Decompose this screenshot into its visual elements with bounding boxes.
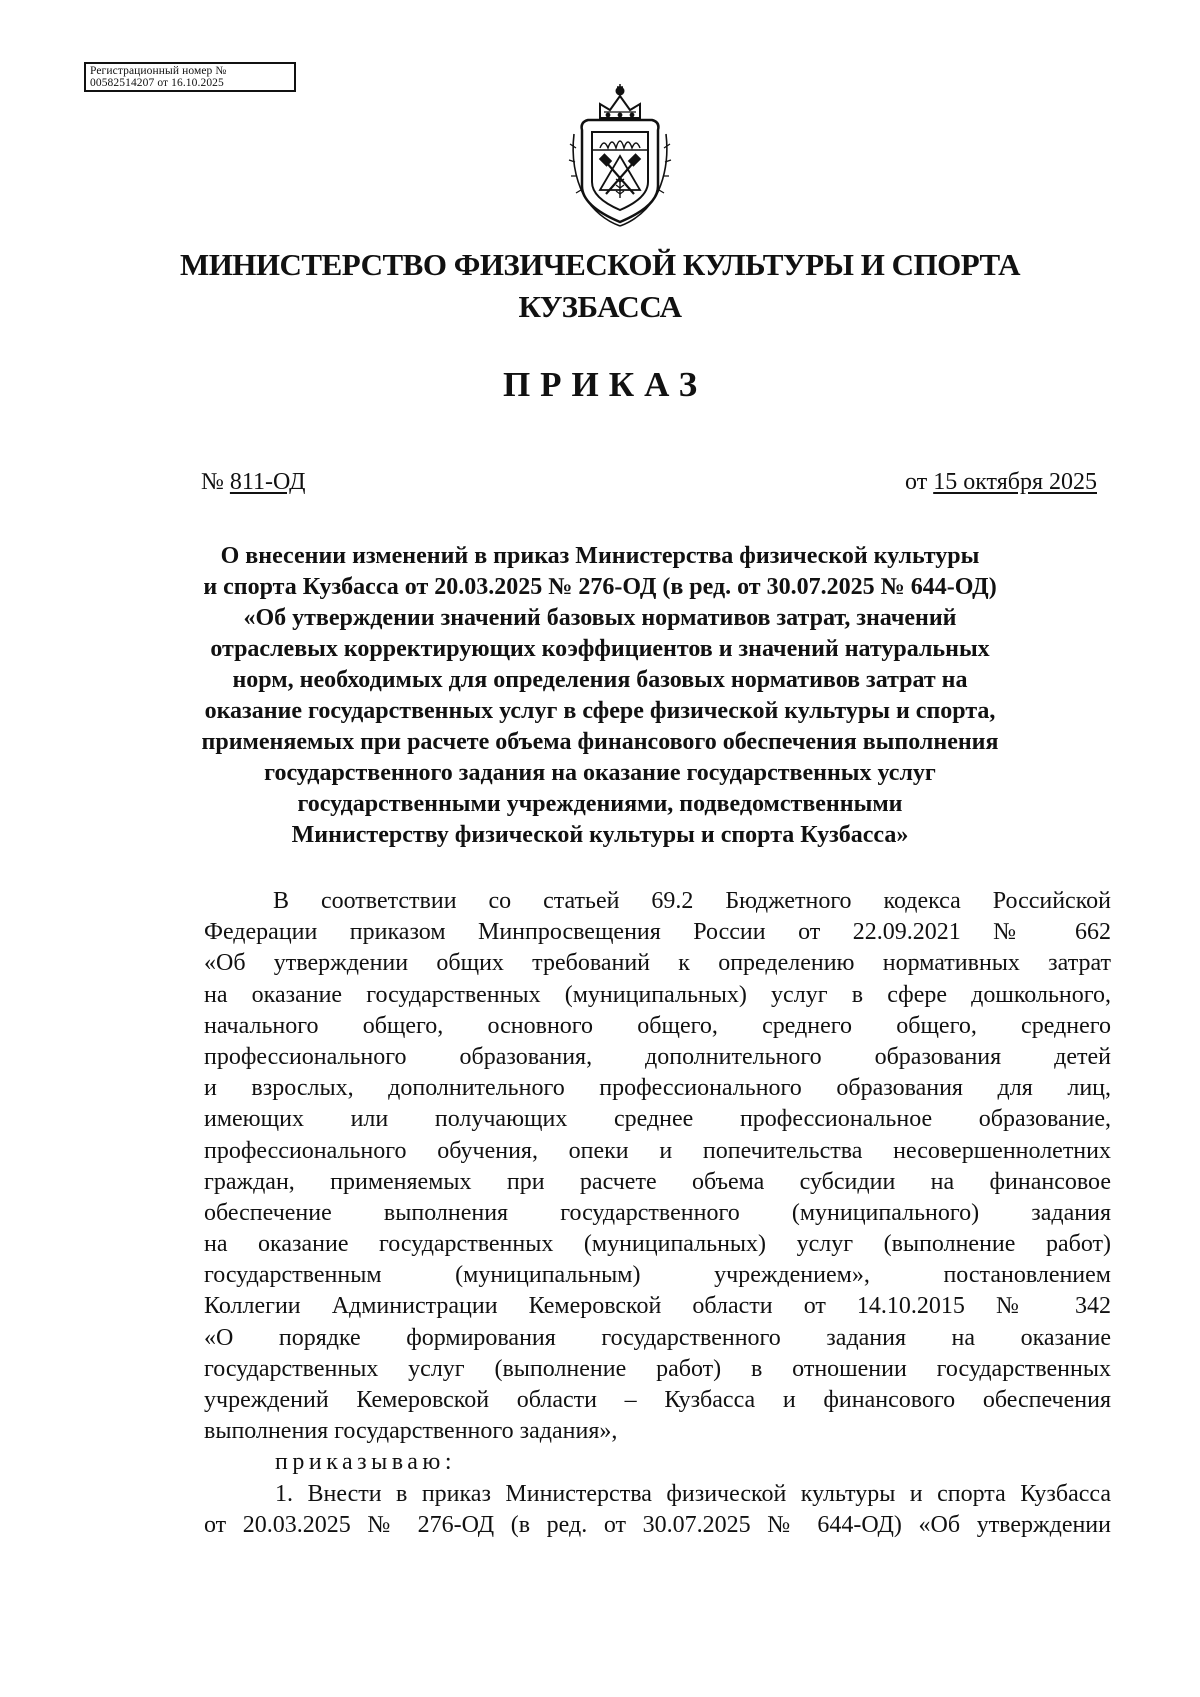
body-line: обеспечение выполнения государственного (муниципального) задания	[204, 1199, 1111, 1226]
body-line: государственным (муниципальным) учреждением», постановлением	[204, 1262, 1111, 1289]
body-line: граждан, применяемых при расчете объема субсидии на финансовое	[204, 1168, 1111, 1195]
title-line: О внесении изменений в приказ Министерства физической культуры	[220, 543, 980, 569]
body-line: Федерации приказом Минпросвещения России от 22.09.2021 № 662	[204, 919, 1111, 946]
order-number	[201, 467, 306, 497]
body-line: профессионального обучения, опеки и попечительства несовершеннолетних	[204, 1137, 1111, 1164]
ministry-name	[120, 244, 1080, 328]
body-line: учреждений Кемеровской области – Кузбасса и финансового обеспечения	[204, 1387, 1111, 1413]
order-directive-word: приказываю:	[275, 1449, 457, 1476]
title-line: Министерству физической культуры и спорта Кузбасса»	[291, 822, 909, 848]
ministry-name-line1: МИНИСТЕРСТВО ФИЗИЧЕСКОЙ КУЛЬТУРЫ И СПОРТА	[179, 247, 1021, 282]
title-line: норм, необходимых для определения базовых нормативов затрат на	[232, 667, 968, 693]
body-line: на оказание государственных (муниципальных) услуг в сфере дошкольного,	[204, 981, 1111, 1008]
body-line: профессионального образования, дополнительного образования детей	[204, 1043, 1111, 1070]
order-number-value: 811-ОД	[229, 469, 306, 495]
title-line: и спорта Кузбасса от 20.03.2025 № 276-ОД (в ред. от 30.07.2025 № 644-ОД)	[203, 574, 997, 600]
title-line: отраслевых корректирующих коэффициентов и значений натуральных	[210, 636, 990, 662]
order-date	[905, 467, 1097, 497]
body-line: выполнения государственного задания»,	[204, 1418, 618, 1445]
order-date-prefix: от	[905, 469, 934, 495]
title-line: применяемых при расчете объема финансового обеспечения выполнения	[201, 729, 999, 755]
document-type-heading: ПРИКАЗ	[502, 365, 708, 404]
order-date-value: 15 октября 2025	[933, 469, 1097, 495]
body-line: на оказание государственных (муниципальных) услуг (выполнение работ)	[204, 1231, 1111, 1258]
body-line: начального общего, основного общего, среднего общего, среднего	[204, 1012, 1111, 1039]
item-line: от 20.03.2025 № 276-ОД (в ред. от 30.07.2025 № 644-ОД) «Об утверждении	[204, 1511, 1111, 1538]
ministry-name-line2: КУЗБАССА	[518, 289, 682, 324]
body-line: В соответствии со статьей 69.2 Бюджетного кодекса Российской	[273, 888, 1111, 914]
item-line: 1. Внести в приказ Министерства физической культуры и спорта Кузбасса	[275, 1480, 1111, 1507]
order-number-prefix: №	[201, 469, 230, 495]
title-line: оказание государственных услуг в сфере физической культуры и спорта,	[204, 698, 996, 724]
order-title	[150, 541, 1050, 851]
title-line: государственного задания на оказание государственных услуг	[264, 760, 936, 786]
title-line: государственными учреждениями, подведомственными	[297, 791, 903, 817]
body-line: «О порядке формирования государственного задания на оказание	[204, 1324, 1111, 1351]
body-line: имеющих или получающих среднее профессиональное образование,	[204, 1106, 1111, 1133]
registration-number: 00582514207 от 16.10.2025	[90, 77, 224, 89]
registration-label: Регистрационный номер №	[90, 65, 227, 77]
kuzbass-coat-of-arms-icon	[560, 78, 680, 228]
body-line: государственных услуг (выполнение работ) в отношении государственных	[204, 1355, 1111, 1382]
registration-stamp	[84, 62, 296, 92]
order-body	[204, 886, 1111, 1541]
body-line: и взрослых, дополнительного профессионального образования для лиц,	[204, 1075, 1111, 1102]
body-line: «Об утверждении общих требований к определению нормативных затрат	[204, 950, 1111, 977]
title-line: «Об утверждении значений базовых нормативов затрат, значений	[243, 605, 957, 631]
body-line: Коллегии Администрации Кемеровской области от 14.10.2015 № 342	[204, 1293, 1111, 1320]
